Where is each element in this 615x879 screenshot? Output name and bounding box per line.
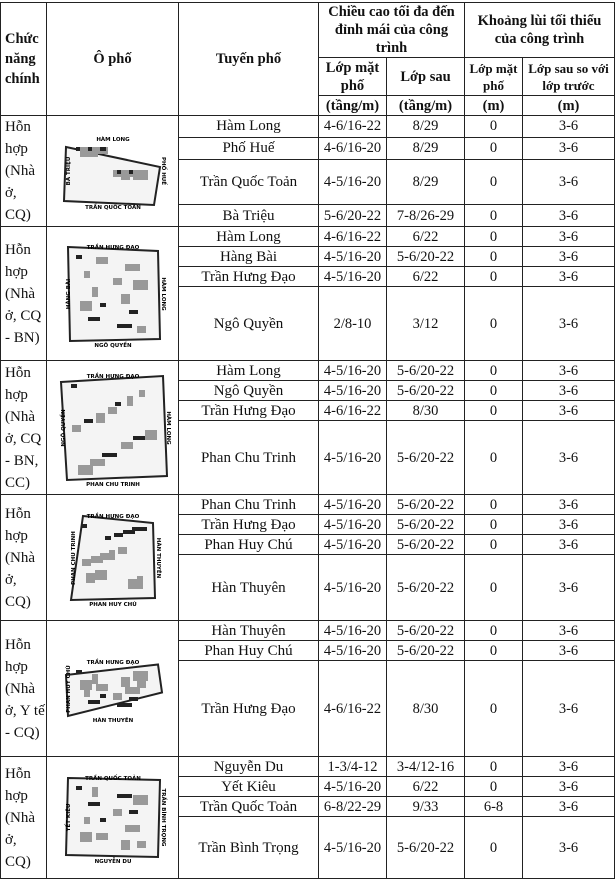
front-height-cell: 4-5/16-20 — [319, 621, 387, 641]
map-street-label: PHAN HUY CHÚ — [65, 664, 72, 713]
building-mark — [133, 280, 148, 290]
map-street-label: TRẦN QUỐC TOẢN — [84, 205, 141, 211]
building-mark — [125, 825, 140, 832]
building-mark — [88, 802, 100, 806]
setback-back-cell: 3-6 — [523, 116, 615, 138]
setback-front-cell: 0 — [465, 227, 523, 247]
building-mark — [76, 670, 82, 674]
front-height-cell: 4-5/16-20 — [319, 817, 387, 879]
function-cell: Hỗn hợp (Nhà ở, CQ) — [1, 757, 47, 879]
function-cell: Hỗn hợp (Nhà ở, CQ) — [1, 116, 47, 227]
back-height-cell: 5-6/20-22 — [387, 421, 465, 495]
building-mark — [84, 419, 93, 423]
building-mark — [118, 547, 127, 554]
street-cell: Phan Chu Trinh — [179, 421, 319, 495]
back-height-cell: 8/30 — [387, 661, 465, 757]
setback-back-cell: 3-6 — [523, 555, 615, 621]
front-height-cell: 4-6/16-22 — [319, 227, 387, 247]
setback-back-cell: 3-6 — [523, 421, 615, 495]
block-map — [58, 239, 168, 349]
back-height-cell: 8/29 — [387, 116, 465, 138]
setback-front-cell: 0 — [465, 116, 523, 138]
building-mark — [137, 326, 146, 333]
front-height-cell: 4-5/16-20 — [319, 247, 387, 267]
street-cell: Trần Hưng Đạo — [179, 401, 319, 421]
building-mark — [137, 681, 146, 688]
street-cell: Trần Quốc Toản — [179, 159, 319, 205]
street-cell: Hàm Long — [179, 227, 319, 247]
building-mark — [105, 536, 111, 540]
setback-front-cell: 0 — [465, 421, 523, 495]
street-cell: Hàm Long — [179, 116, 319, 138]
street-cell: Yết Kiêu — [179, 777, 319, 797]
setback-back-cell: 3-6 — [523, 757, 615, 777]
building-mark — [96, 684, 108, 691]
header-back-layer: Lớp sau — [387, 58, 465, 96]
building-mark — [129, 697, 138, 701]
map-street-label: NGÔ QUYỀN — [60, 408, 67, 447]
map-street-label: YẾT KIÊU — [65, 803, 72, 832]
building-mark — [82, 559, 91, 566]
setback-front-cell: 0 — [465, 401, 523, 421]
front-height-cell: 1-3/4-12 — [319, 757, 387, 777]
building-mark — [71, 384, 77, 388]
building-mark — [121, 840, 130, 850]
block-map-cell — [47, 621, 179, 757]
building-mark — [139, 390, 145, 397]
setback-front-cell: 0 — [465, 361, 523, 381]
back-height-cell: 3-4/12-16 — [387, 757, 465, 777]
setback-back-cell: 3-6 — [523, 797, 615, 817]
building-mark — [123, 530, 135, 534]
setback-back-cell: 3-6 — [523, 227, 615, 247]
street-cell: Trần Bình Trọng — [179, 817, 319, 879]
function-cell: Hỗn hợp (Nhà ở, CQ) — [1, 495, 47, 621]
table-row — [1, 361, 615, 381]
setback-front-cell: 0 — [465, 817, 523, 879]
building-mark — [100, 303, 106, 307]
function-cell: Hỗn hợp (Nhà ở, CQ - BN, CC) — [1, 361, 47, 495]
header-unit-back: (tầng/m) — [387, 96, 465, 116]
building-mark — [95, 570, 107, 580]
block-map — [58, 131, 168, 211]
building-mark — [133, 671, 148, 681]
back-height-cell: 5-6/20-22 — [387, 495, 465, 515]
map-street-label: PHỐ HUẾ — [159, 156, 166, 186]
front-height-cell: 4-6/16-20 — [319, 137, 387, 159]
building-mark — [84, 817, 90, 824]
street-cell: Trần Quốc Toản — [179, 797, 319, 817]
header-front-layer: Lớp mặt phố — [319, 58, 387, 96]
block-map — [58, 654, 168, 724]
back-height-cell: 6/22 — [387, 227, 465, 247]
back-height-cell: 9/33 — [387, 797, 465, 817]
map-street-label: PHAN CHU TRINH — [85, 481, 140, 488]
table-row — [1, 495, 615, 515]
table-row — [1, 116, 615, 138]
block-map-cell — [47, 227, 179, 361]
back-height-cell: 5-6/20-22 — [387, 381, 465, 401]
map-street-label: TRẦN BÌNH TRỌNG — [159, 788, 166, 847]
header-function: Chức năng chính — [1, 3, 47, 116]
street-cell: Bà Triệu — [179, 205, 319, 227]
building-mark — [127, 396, 133, 406]
building-mark — [86, 573, 95, 583]
map-street-label: HÀM LONG — [164, 410, 171, 445]
setback-front-cell: 0 — [465, 777, 523, 797]
map-street-label: HÀNG BÀI — [65, 278, 72, 309]
block-outline — [68, 247, 160, 341]
building-mark — [76, 786, 82, 790]
building-mark — [100, 818, 106, 822]
map-street-label: PHAN HUY CHÚ — [88, 601, 137, 608]
back-height-cell: 5-6/20-22 — [387, 641, 465, 661]
block-map — [58, 770, 168, 865]
building-mark — [115, 402, 121, 406]
front-height-cell: 4-5/16-20 — [319, 361, 387, 381]
building-mark — [145, 430, 157, 440]
front-height-cell: 2/8-10 — [319, 287, 387, 361]
building-mark — [133, 436, 145, 440]
map-street-label: HÀN THUYÊN — [154, 537, 161, 578]
building-mark — [96, 833, 108, 840]
building-mark — [113, 278, 122, 285]
street-cell: Ngô Quyền — [179, 381, 319, 401]
header-setback-front: Lớp mặt phố — [465, 58, 523, 96]
setback-back-cell: 3-6 — [523, 267, 615, 287]
map-street-label: TRẦN HƯNG ĐẠO — [86, 659, 139, 666]
setback-back-cell: 3-6 — [523, 137, 615, 159]
building-mark — [76, 255, 82, 259]
setback-front-cell: 0 — [465, 641, 523, 661]
building-mark — [88, 317, 100, 321]
front-height-cell: 6-8/22-29 — [319, 797, 387, 817]
setback-back-cell: 3-6 — [523, 159, 615, 205]
setback-front-cell: 0 — [465, 381, 523, 401]
building-mark — [137, 841, 146, 848]
front-height-cell: 4-5/16-20 — [319, 159, 387, 205]
street-cell: Hàm Long — [179, 361, 319, 381]
header-street: Tuyến phố — [179, 3, 319, 116]
street-cell: Hàn Thuyên — [179, 621, 319, 641]
table-row — [1, 227, 615, 247]
setback-back-cell: 3-6 — [523, 817, 615, 879]
building-mark — [84, 271, 90, 278]
building-mark — [84, 690, 90, 697]
table-row — [1, 757, 615, 777]
front-height-cell: 4-5/16-20 — [319, 535, 387, 555]
back-height-cell: 6/22 — [387, 777, 465, 797]
map-street-label: TRẦN HƯNG ĐẠO — [86, 244, 139, 251]
header-unit-setback-front: (m) — [465, 96, 523, 116]
back-height-cell: 5-6/20-22 — [387, 817, 465, 879]
building-mark — [129, 310, 138, 314]
back-height-cell: 8/30 — [387, 401, 465, 421]
back-height-cell: 5-6/20-22 — [387, 361, 465, 381]
building-mark — [113, 693, 122, 700]
back-height-cell: 5-6/20-22 — [387, 515, 465, 535]
street-cell: Phan Chu Trinh — [179, 495, 319, 515]
building-mark — [137, 170, 146, 177]
setback-back-cell: 3-6 — [523, 621, 615, 641]
street-cell: Trần Hưng Đạo — [179, 661, 319, 757]
building-mark — [114, 533, 123, 537]
map-street-label: NGUYỄN DU — [94, 859, 131, 865]
building-mark — [108, 407, 117, 414]
building-mark — [96, 257, 108, 264]
header-height-group: Chiều cao tối đa đến đỉnh mái của công trình — [319, 3, 465, 58]
front-height-cell: 4-5/16-20 — [319, 381, 387, 401]
header-setback-back: Lớp sau so với lớp trước — [523, 58, 615, 96]
street-cell: Nguyễn Du — [179, 757, 319, 777]
building-mark — [128, 579, 143, 589]
building-mark — [96, 413, 105, 423]
zoning-table — [0, 2, 615, 879]
street-cell: Phan Huy Chú — [179, 535, 319, 555]
map-street-label: HÀN THUYÊN — [92, 717, 133, 724]
map-street-label: HÀM LONG — [159, 276, 166, 311]
street-cell: Phan Huy Chú — [179, 641, 319, 661]
building-mark — [100, 147, 106, 151]
function-cell: Hỗn hợp (Nhà ở, Y tế - CQ) — [1, 621, 47, 757]
front-height-cell: 4-6/16-22 — [319, 661, 387, 757]
back-height-cell: 5-6/20-22 — [387, 555, 465, 621]
building-mark — [78, 465, 93, 475]
setback-back-cell: 3-6 — [523, 661, 615, 757]
front-height-cell: 4-5/16-20 — [319, 515, 387, 535]
back-height-cell: 5-6/20-22 — [387, 535, 465, 555]
header-setback-group: Khoảng lùi tối thiểu của công trình — [465, 3, 615, 58]
building-mark — [133, 795, 148, 805]
building-mark — [91, 556, 103, 563]
street-cell: Ngô Quyền — [179, 287, 319, 361]
front-height-cell: 4-5/16-20 — [319, 641, 387, 661]
map-street-label: BÀ TRIỆU — [65, 156, 72, 186]
building-mark — [129, 810, 138, 814]
building-mark — [80, 301, 92, 311]
building-mark — [125, 687, 140, 694]
setback-front-cell: 0 — [465, 247, 523, 267]
street-cell: Trần Hưng Đạo — [179, 267, 319, 287]
setback-back-cell: 3-6 — [523, 401, 615, 421]
setback-front-cell: 0 — [465, 757, 523, 777]
building-mark — [117, 794, 132, 798]
block-map-cell — [47, 116, 179, 227]
setback-front-cell: 0 — [465, 205, 523, 227]
front-height-cell: 4-5/16-20 — [319, 267, 387, 287]
building-mark — [121, 677, 130, 687]
building-mark — [100, 694, 106, 698]
setback-back-cell: 3-6 — [523, 515, 615, 535]
building-mark — [117, 324, 132, 328]
setback-front-cell: 0 — [465, 495, 523, 515]
function-cell: Hỗn hợp (Nhà ở, CQ - BN) — [1, 227, 47, 361]
building-mark — [72, 425, 81, 432]
setback-back-cell: 3-6 — [523, 777, 615, 797]
building-mark — [92, 787, 98, 797]
building-mark — [92, 287, 98, 297]
setback-back-cell: 3-6 — [523, 495, 615, 515]
block-map — [53, 368, 173, 488]
back-height-cell: 7-8/26-29 — [387, 205, 465, 227]
block-map — [63, 508, 163, 608]
building-mark — [121, 294, 130, 304]
block-map-cell — [47, 757, 179, 879]
setback-front-cell: 0 — [465, 661, 523, 757]
back-height-cell: 8/29 — [387, 137, 465, 159]
front-height-cell: 4-5/16-20 — [319, 495, 387, 515]
setback-front-cell: 0 — [465, 159, 523, 205]
building-mark — [80, 680, 92, 690]
building-mark — [121, 442, 133, 449]
back-height-cell: 3/12 — [387, 287, 465, 361]
setback-back-cell: 3-6 — [523, 247, 615, 267]
building-mark — [81, 524, 87, 528]
setback-back-cell: 3-6 — [523, 381, 615, 401]
front-height-cell: 4-6/16-22 — [319, 401, 387, 421]
setback-back-cell: 3-6 — [523, 205, 615, 227]
block-map-cell — [47, 361, 179, 495]
front-height-cell: 4-5/16-20 — [319, 777, 387, 797]
setback-front-cell: 0 — [465, 621, 523, 641]
back-height-cell: 5-6/20-22 — [387, 247, 465, 267]
back-height-cell: 6/22 — [387, 267, 465, 287]
setback-back-cell: 3-6 — [523, 361, 615, 381]
setback-back-cell: 3-6 — [523, 287, 615, 361]
table-row — [1, 621, 615, 641]
setback-front-cell: 6-8 — [465, 797, 523, 817]
building-mark — [90, 459, 105, 466]
setback-front-cell: 0 — [465, 287, 523, 361]
setback-front-cell: 0 — [465, 535, 523, 555]
street-cell: Trần Hưng Đạo — [179, 515, 319, 535]
map-street-label: TRẦN HƯNG ĐẠO — [86, 373, 139, 380]
setback-front-cell: 0 — [465, 137, 523, 159]
back-height-cell: 5-6/20-22 — [387, 621, 465, 641]
street-cell: Phố Huế — [179, 137, 319, 159]
building-mark — [113, 809, 122, 816]
setback-front-cell: 0 — [465, 515, 523, 535]
building-mark — [102, 453, 117, 457]
back-height-cell: 8/29 — [387, 159, 465, 205]
setback-front-cell: 0 — [465, 267, 523, 287]
front-height-cell: 4-5/16-20 — [319, 555, 387, 621]
header-unit-front: (tầng/m) — [319, 96, 387, 116]
building-mark — [88, 700, 100, 704]
front-height-cell: 4-5/16-20 — [319, 421, 387, 495]
building-mark — [125, 264, 140, 271]
header-block: Ô phố — [47, 3, 179, 116]
front-height-cell: 4-6/16-22 — [319, 116, 387, 138]
building-mark — [92, 674, 98, 684]
setback-back-cell: 3-6 — [523, 535, 615, 555]
setback-back-cell: 3-6 — [523, 641, 615, 661]
map-street-label: TRẦN HƯNG ĐẠO — [86, 513, 139, 520]
map-street-label: HÀM LONG — [95, 137, 130, 143]
building-mark — [80, 832, 92, 842]
street-cell: Hàn Thuyên — [179, 555, 319, 621]
street-cell: Hàng Bài — [179, 247, 319, 267]
map-street-label: PHAN CHU TRINH — [70, 530, 77, 585]
setback-front-cell: 0 — [465, 555, 523, 621]
building-mark — [117, 703, 132, 707]
block-map-cell — [47, 495, 179, 621]
header-unit-setback-back: (m) — [523, 96, 615, 116]
map-street-label: TRẦN QUỐC TOẢN — [84, 776, 141, 782]
front-height-cell: 5-6/20-22 — [319, 205, 387, 227]
map-street-label: NGÔ QUYỀN — [93, 342, 132, 349]
